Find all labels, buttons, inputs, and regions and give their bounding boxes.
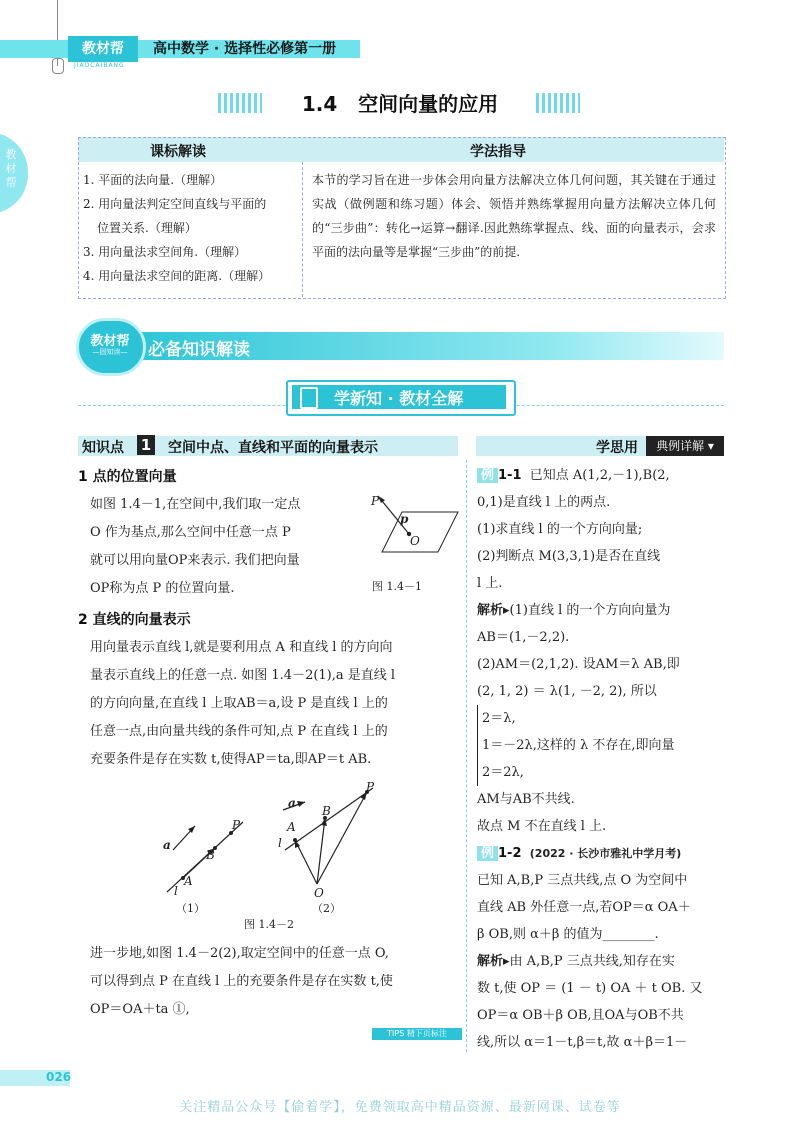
side-tab-label: 教材帮 — [5, 148, 17, 189]
text-line: O 作为基点,那么空间中任意一点 P — [90, 525, 291, 540]
fig2-label-B2: B — [322, 804, 331, 818]
solution-1-first-line — [477, 597, 725, 624]
text-line: (2)判断点 M(3,3,1)是否在直线 — [477, 549, 661, 564]
text-line: 故点 M 不在直线 l 上. — [477, 819, 607, 834]
fig2-label-l1: l — [174, 884, 178, 898]
table-header-objectives: 课标解读 — [150, 144, 206, 160]
sub-banner-title: 学新知 · 教材全解 — [334, 389, 464, 408]
text-line: (2, 1, 2) ＝ λ(1, －2, 2), 所以 — [477, 684, 657, 699]
text-line: 的方向向量,在直线 l 上取AB＝a,设 P 是直线 l 上的 — [90, 696, 388, 711]
example-number-2: 1-2 — [498, 846, 522, 861]
fig2-label-A2: A — [287, 820, 296, 834]
fig1-label-p: p — [400, 512, 409, 526]
fig2-label-a1: a — [163, 838, 171, 852]
book-title: 高中数学 · 选择性必修第一册 — [153, 41, 337, 57]
section-name: 空间向量的应用 — [358, 92, 499, 116]
text-line: 线,所以 α＝1－t,β＝t,故 α＋β＝1－ — [477, 1035, 688, 1050]
objective-item: 1. 平面的法向量.（理解） — [83, 173, 223, 187]
text-line: (2)AM＝(2,1,2). 设AM＝λ AB,即 — [477, 657, 680, 672]
header-logo: 教材帮 — [68, 36, 138, 62]
knowledge-number: 1 — [137, 435, 155, 455]
heading-point-position-vector: 1 点的位置向量 — [78, 469, 177, 485]
header-logo-sub: JIAOCAIBANG — [74, 62, 125, 69]
objective-item: 位置关系.（理解） — [97, 221, 197, 235]
figure-caption-1: 图 1.4－1 — [372, 580, 422, 593]
text-line: (1)求直线 l 的一个方向向量; — [477, 522, 643, 537]
figure-caption-2: 图 1.4－2 — [244, 918, 294, 931]
header-ornament — [52, 58, 64, 74]
table-divider — [302, 162, 303, 297]
paragraph-line-vector-2 — [90, 940, 393, 1024]
table-header-guide: 学法指导 — [470, 144, 526, 160]
text-line: 直线 AB 外任意一点,若OP＝α OA＋ — [477, 900, 691, 915]
text-line: OP＝α OB＋β OB,且OA与OB不共 — [477, 1008, 684, 1023]
text-line: 2＝λ, — [482, 711, 516, 726]
section-title — [0, 88, 800, 117]
fig1-label-P: P — [371, 494, 380, 508]
fig2-sub-caption-1: （1） — [176, 902, 205, 915]
paragraph-position-vector — [90, 491, 300, 603]
text-line: 可以得到点 P 在直线 l 上的充要条件是存在实数 t,使 — [90, 974, 393, 989]
example-1-2-first-line — [477, 840, 725, 867]
knowledge-title: 空间中点、直线和平面的向量表示 — [168, 440, 378, 456]
fig2-label-B1: B — [206, 848, 215, 862]
fig2-sub-caption-2: （2） — [312, 902, 341, 915]
text-line: 用向量表示直线 l,就是要利用点 A 和直线 l 的方向向 — [90, 640, 393, 655]
fig2-label-P1: P — [232, 818, 241, 832]
example-number-1: 1-1 — [498, 468, 522, 483]
fig2-label-O2: O — [314, 886, 324, 900]
page-number: 026 — [46, 1070, 72, 1084]
solution-arrow-icon: ▸ — [503, 954, 510, 969]
text-line: 充要条件是存在实数 t,使得AP＝ta,即AP＝t AB. — [90, 752, 372, 767]
example-tag: 典例详解 ▾ — [646, 436, 724, 456]
text-line: OP称为点 P 的位置向量. — [90, 581, 235, 596]
solution-label-1: 解析 — [477, 603, 504, 618]
text-line: 量表示直线上的任意一点. 如图 1.4－2(1),a 是直线 l — [90, 668, 396, 683]
text-line: 已知点 A(1,2,－1),B(2, — [529, 468, 670, 483]
fig1-label-O: O — [410, 534, 420, 548]
example-source: (2022 · 长沙市雅礼中学月考) — [529, 847, 682, 860]
text-line: AM与AB不共线. — [477, 792, 575, 807]
text-line: 任意一点,由向量共线的条件可知,点 P 在直线 l 上的 — [90, 724, 388, 739]
objective-item: 4. 用向量法求空间的距离.（理解） — [83, 269, 271, 283]
text-line: l 上. — [477, 576, 503, 591]
fig2-label-A1: A — [184, 874, 193, 888]
banner-logo-sub: —固知读— — [92, 348, 128, 356]
example-tag-1: 例 — [477, 468, 498, 483]
notebook-icon — [300, 387, 318, 409]
text-line: 由 A,B,P 三点共线,知存在实 — [509, 954, 675, 969]
text-line: 1＝－2λ,这样的 λ 不存在,即向量 — [482, 738, 675, 753]
footer-note: 关注精品公众号【偷着学】，免费领取高中精品资源、最新网课、试卷等 — [179, 1100, 621, 1115]
study-guide-text: 本节的学习旨在进一步体会用向量方法解决立体几何问题，其关键在于通过实战（做例题和练习题）体会、领悟并熟练掌握用向量方法解决立体几何的“三步曲”：转化→运算→翻译.因此熟练掌握点、线、面的向量表示，会求平面的法向量等是掌握“三步曲”的前提. — [312, 173, 716, 259]
tips-badge: TIPS 精下页标注 — [372, 1028, 462, 1040]
text-line: AB＝(1,－2,2). — [477, 630, 570, 645]
column-divider — [466, 460, 467, 1052]
objective-item: 2. 用向量法判定空间直线与平面的 — [83, 197, 267, 211]
text-line: 数 t,使 OP ＝ (1 － t) OA ＋ t OB. 又 — [477, 981, 703, 996]
paragraph-line-vector — [90, 634, 395, 774]
fig2-label-l2: l — [278, 836, 282, 850]
fig2-label-a2: a — [288, 796, 296, 810]
example-1-1-first-line — [477, 462, 725, 489]
text-line: 进一步地,如图 1.4－2(2),取定空间中的任意一点 O, — [90, 946, 389, 961]
banner-title: 必备知识解读 — [148, 340, 250, 360]
text-line: β OB,则 α＋β 的值为________. — [477, 927, 659, 942]
practice-label: 学思用 — [596, 440, 638, 456]
text-line: 0,1)是直线 l 上的两点. — [477, 495, 611, 510]
text-line: 就可以用向量OP来表示. 我们把向量 — [90, 553, 300, 568]
solution-2-first-line — [477, 948, 725, 975]
text-line: 如图 1.4－1,在空间中,我们取一定点 — [90, 497, 301, 512]
text-line: 已知 A,B,P 三点共线,点 O 为空间中 — [477, 873, 688, 888]
objective-item: 3. 用向量法求空间角.（理解） — [83, 245, 247, 259]
fig2-label-P2: P — [366, 780, 375, 794]
banner-logo: 教材帮 — [90, 334, 130, 349]
knowledge-label: 知识点 — [82, 440, 124, 456]
text-line: OP＝OA＋ta ①, — [90, 1002, 190, 1017]
text-line: 2＝2λ, — [482, 765, 524, 780]
heading-line-vector: 2 直线的向量表示 — [78, 612, 191, 628]
text-line: (1)直线 l 的一个方向向量为 — [509, 603, 671, 618]
equation-system — [477, 705, 725, 786]
solution-arrow-icon: ▸ — [503, 603, 510, 618]
example-1-2 — [477, 840, 725, 1056]
solution-label-2: 解析 — [477, 954, 504, 969]
example-tag-2: 例 — [477, 846, 498, 861]
example-1-1 — [477, 462, 725, 840]
section-number: 1.4 — [301, 92, 338, 116]
